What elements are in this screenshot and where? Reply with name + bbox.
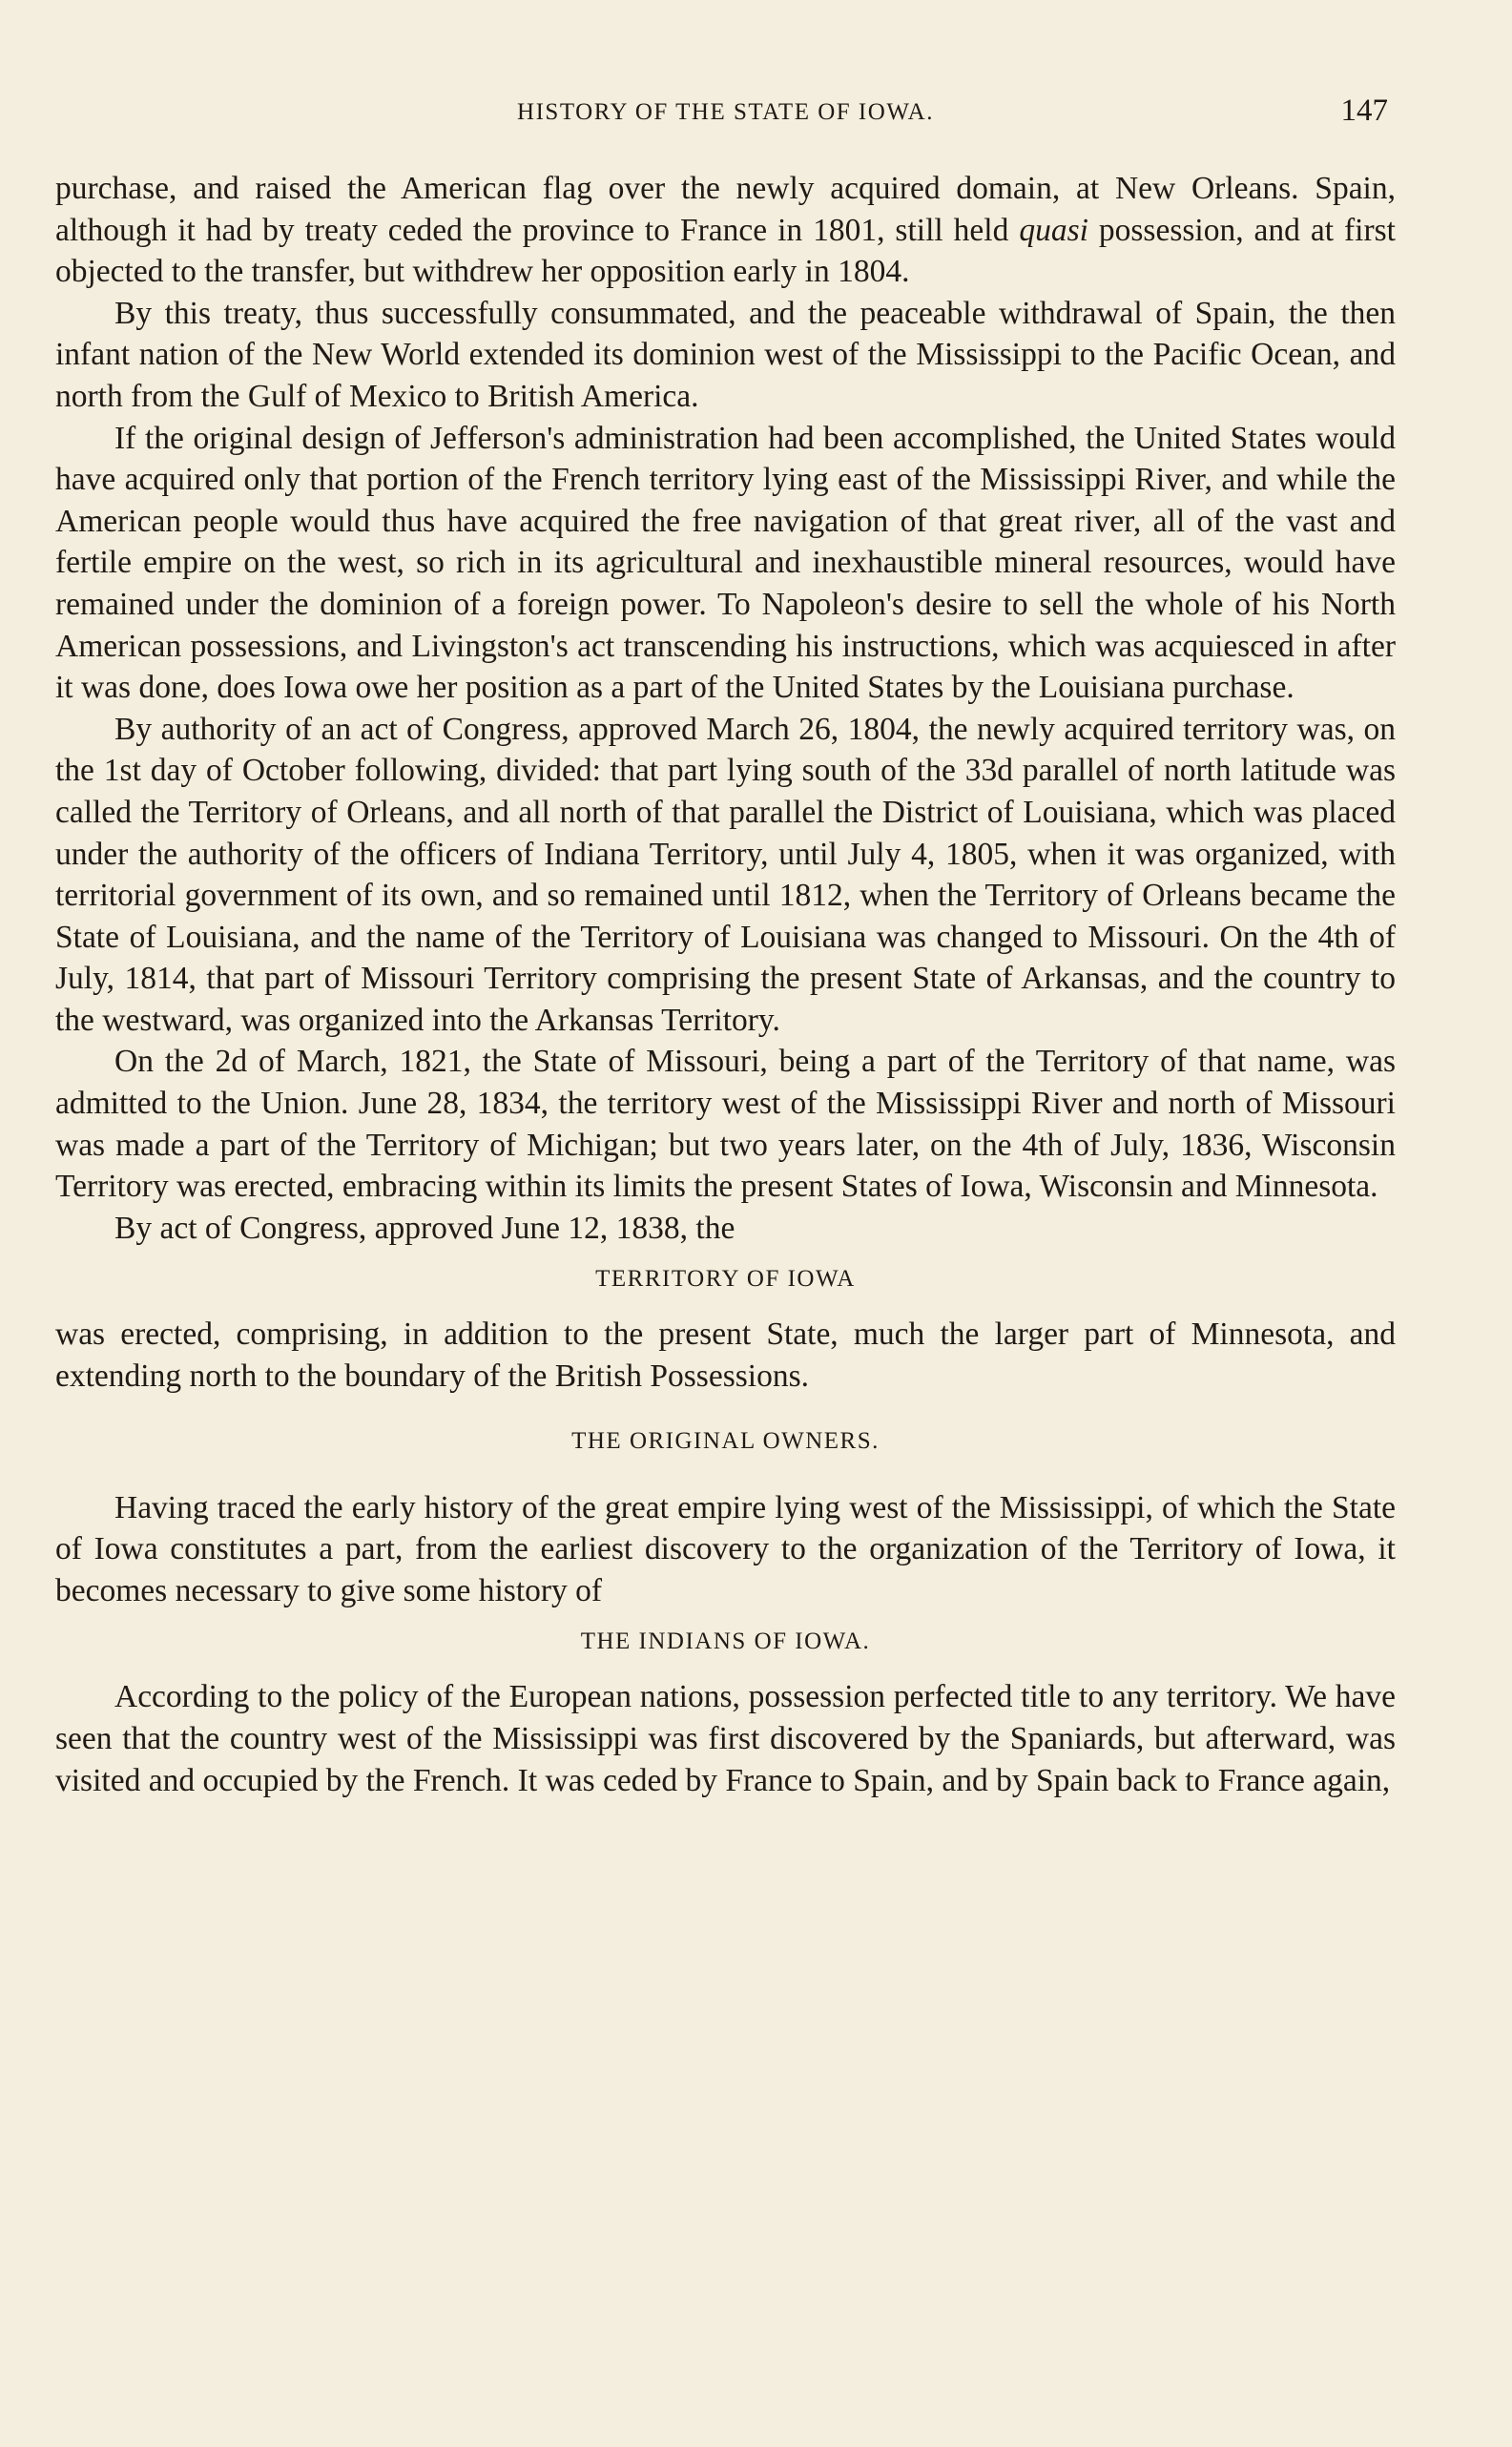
section-heading-indians: THE INDIANS OF IOWA.	[580, 1628, 871, 1655]
paragraph-4: By authority of an act of Congress, approved March 26, 1804, the newly acquired territory was, on the 1st day of October following, divided: that part lying south of the 33d parallel of north latitude was called the Territory of Orleans, and all north of that parallel the District of Louisiana, which was placed under the authority of the officers of Indiana Territory, until July 4, 1805, when it was organized, with territorial government of its own, and so remained until 1812, when the Territory of Orleans became the State of Louisiana, and the name of the Territory of Louisiana was changed to Missouri. On the 4th of July, 1814, that part of Missouri Territory comprising the present State of Arkansas, and the country to the westward, was organized into the Arkansas Territory.	[55, 711, 1396, 1038]
paragraph-1-italic-word: quasi	[1019, 212, 1088, 248]
paragraph-2: By this treaty, thus successfully consummated, and the peaceable withdrawal of Spain, the then infant nation of the New World extended its dominion west of the Mississippi to the Pacific Ocean, and north from the Gulf of Mexico to British America.	[55, 295, 1396, 414]
page-number: 147	[1340, 93, 1388, 128]
running-header	[55, 95, 1396, 137]
paragraph-1-text-b: possession, and at first objected to the transfer, but withdrew her opposition early in 1804.	[55, 212, 1396, 290]
paragraph-8: Having traced the early history of the great empire lying west of the Mississippi, of which the State of Iowa constitutes a part, from the earliest discovery to the organization of the Territory of Iowa, it becomes necessary to give some history of	[55, 1489, 1396, 1608]
paragraph-1-text-a: purchase, and raised the American flag over the newly acquired domain, at New Orleans. Spain, although it had by treaty ceded the province to France in 1801, still held	[55, 171, 1396, 248]
section-heading-original-owners: THE ORIGINAL OWNERS.	[571, 1427, 880, 1454]
paragraph-1	[55, 168, 1396, 293]
paragraph-3: If the original design of Jefferson's administration had been accomplished, the United States would have acquired only that portion of the French territory lying east of the Mississippi River, and while the American people would thus have acquired the free navigation of that great river, all of the vast and fertile empire on the west, so rich in its agricultural and inexhaustible mineral resources, would have remained under the dominion of a foreign power. To Napoleon's desire to sell the whole of his North American possessions, and Livingston's act transcending his instructions, which was acquiesced in after it was done, does Iowa owe her position as a part of the United States by the Louisiana purchase.	[55, 420, 1396, 706]
running-title: HISTORY OF THE STATE OF IOWA.	[517, 99, 934, 125]
paragraph-9: According to the policy of the European nations, possession perfected title to any territory. We have seen that the country west of the Mississippi was first discovered by the Spaniards, but afterward, was visited and occupied by the French. It was ceded by France to Spain, and by Spain back to France again,	[55, 1679, 1396, 1798]
paragraph-5: On the 2d of March, 1821, the State of Missouri, being a part of the Territory of that name, was admitted to the Union. June 28, 1834, the territory west of the Mississippi River and north of Missouri was made a part of the Territory of Michigan; but two years later, on the 4th of July, 1836, Wisconsin Territory was erected, embracing within its limits the present States of Iowa, Wisconsin and Minnesota.	[55, 1044, 1396, 1205]
paragraph-7: was erected, comprising, in addition to the present State, much the larger part of Minnesota, and extending north to the boundary of the British Possessions.	[55, 1317, 1396, 1395]
book-page	[55, 95, 1396, 1801]
section-heading-territory: TERRITORY OF IOWA	[595, 1266, 856, 1293]
paragraph-6: By act of Congress, approved June 12, 1838, the	[114, 1210, 735, 1246]
